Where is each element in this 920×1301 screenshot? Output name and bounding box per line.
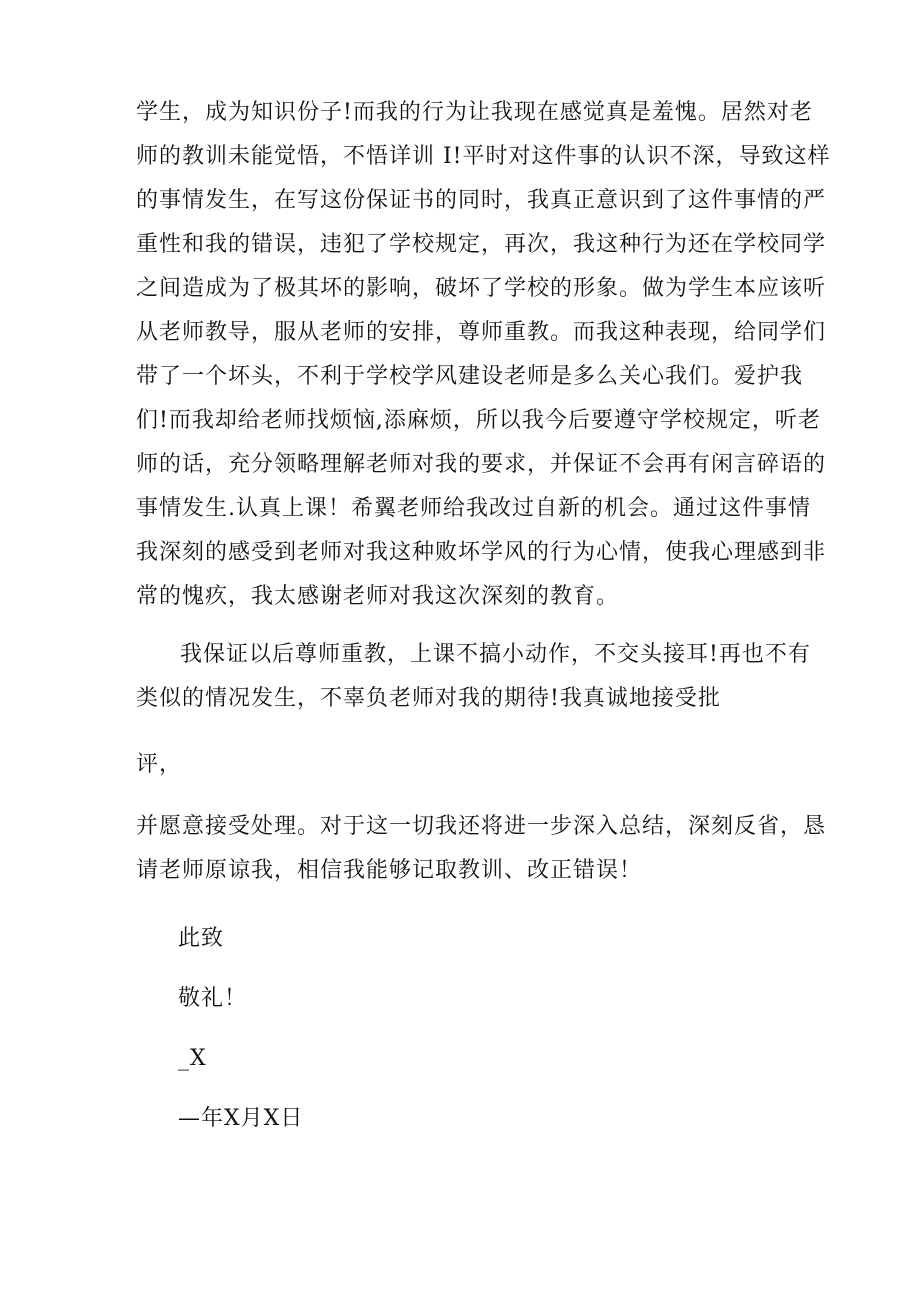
paragraph1-line-3: 的事情发生，在写这份保证书的同时，我真正意识到了这件事情的严 xyxy=(136,188,827,213)
paragraph1-line-7: 带了一个坏头，不利于学校学风建设老师是多么关心我们。爱护我 xyxy=(136,364,804,389)
paragraph3-line-2: 请老师原谅我，相信我能够记取教训、改正错误！ xyxy=(136,858,643,883)
paragraph1-line-1: 学生，成为知识份子!而我的行为让我现在感觉真是羞愧。居然对老 xyxy=(136,100,813,125)
paragraph1-line-6: 从老师教导，服从老师的安排，尊师重教。而我这种表现，给同学们 xyxy=(136,320,827,345)
closing-salutation: 此致 xyxy=(178,926,225,951)
paragraph2-line-2: 类似的情况发生，不辜负老师对我的期待!我真诚地接受批 xyxy=(136,686,721,711)
paragraph1-line-9: 师的话，充分领略理解老师对我的要求，并保证不会再有闲言碎语的 xyxy=(136,452,827,477)
paragraph3-line-1: 并愿意接受处理。对于这一切我还将进一步深入总结，深刻反省，恳 xyxy=(136,814,827,839)
paragraph1-line-8: 们!而我却给老师找烦恼,添麻烦，所以我今后要遵守学校规定，听老 xyxy=(136,408,821,433)
paragraph1-line-11: 我深刻的感受到老师对我这种败坏学风的行为心情，使我心理感到非 xyxy=(136,540,827,565)
paragraph2-tail: 评， xyxy=(136,752,183,777)
closing-regards: 敬礼！ xyxy=(178,986,248,1011)
paragraph2-line-1: 我保证以后尊师重教，上课不搞小动作，不交头接耳!再也不有 xyxy=(180,642,811,667)
paragraph1-line-4: 重性和我的错误，违犯了学校规定，再次，我这种行为还在学校同学 xyxy=(136,232,827,257)
date-line: —年X月X日 xyxy=(178,1106,304,1131)
paragraph1-line-5: 之间造成为了极其坏的影响，破坏了学校的形象。做为学生本应该听 xyxy=(136,276,827,301)
paragraph1-line-10: 事情发生.认真上课！希翼老师给我改过自新的机会。通过这件事情 xyxy=(136,496,811,521)
paragraph1-line-12: 常的愧疚，我太感谢老师对我这次深刻的教育。 xyxy=(136,584,620,609)
signature: _X xyxy=(178,1046,207,1071)
paragraph1-line-2: 师的教训未能觉悟，不悟详训 I!平时对这件事的认识不深，导致这样 xyxy=(136,144,831,169)
